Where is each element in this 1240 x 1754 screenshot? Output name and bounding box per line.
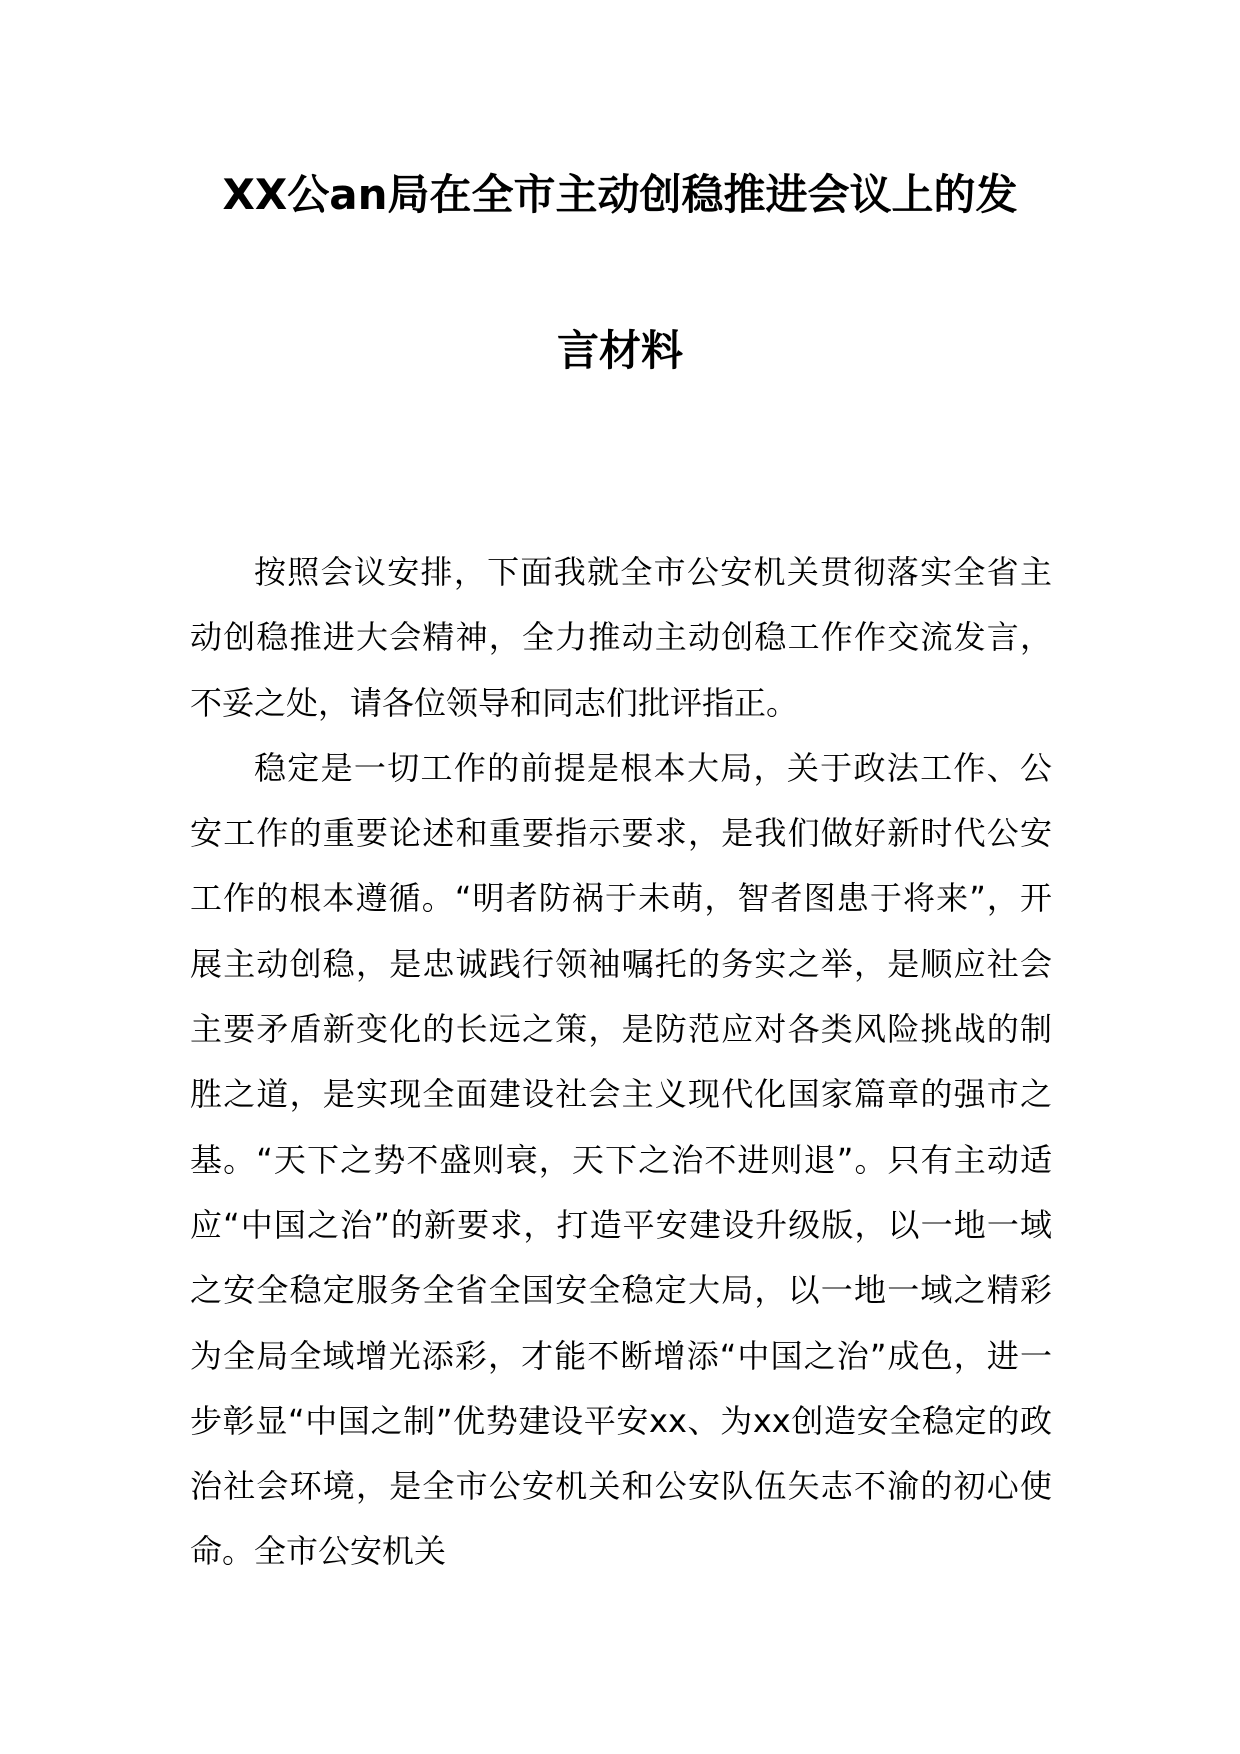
document-body: [190, 540, 1052, 1585]
title-line-2: 言材料: [556, 326, 683, 375]
paragraph-2: 稳定是一切工作的前提是根本大局，关于政法工作、公安工作的重要论述和重要指示要求，是我们做好新时代公安工作的根本遵循。“明者防祸于未萌，智者图患于将来”，开展主动创稳，是忠诚践行领袖嘱托的务实之举，是顺应社会主要矛盾新变化的长远之策，是防范应对各类风险挑战的制胜之道，是实现全面建设社会主义现代化国家篇章的强市之基。“天下之势不盛则衰，天下之治不进则退”。只有主动适应“中国之治”的新要求，打造平安建设升级版，以一地一域之安全稳定服务全省全国安全稳定大局，以一地一域之精彩为全局全域增光添彩，才能不断增添“中国之治”成色，进一步彰显“中国之制”优势建设平安xx、为xx创造安全稳定的政治社会环境，是全市公安机关和公安队伍矢志不渝的初心使命。全市公安机关: [190, 748, 1052, 1571]
document-title: [190, 170, 1050, 376]
paragraph-1: 按照会议安排，下面我就全市公安机关贯彻落实全省主动创稳推进大会精神，全力推动主动创稳工作作交流发言，不妥之处，请各位领导和同志们批评指正。: [190, 553, 1052, 722]
title-line-1: XX公an局在全市主动创稳推进会议上的发: [222, 170, 1018, 219]
